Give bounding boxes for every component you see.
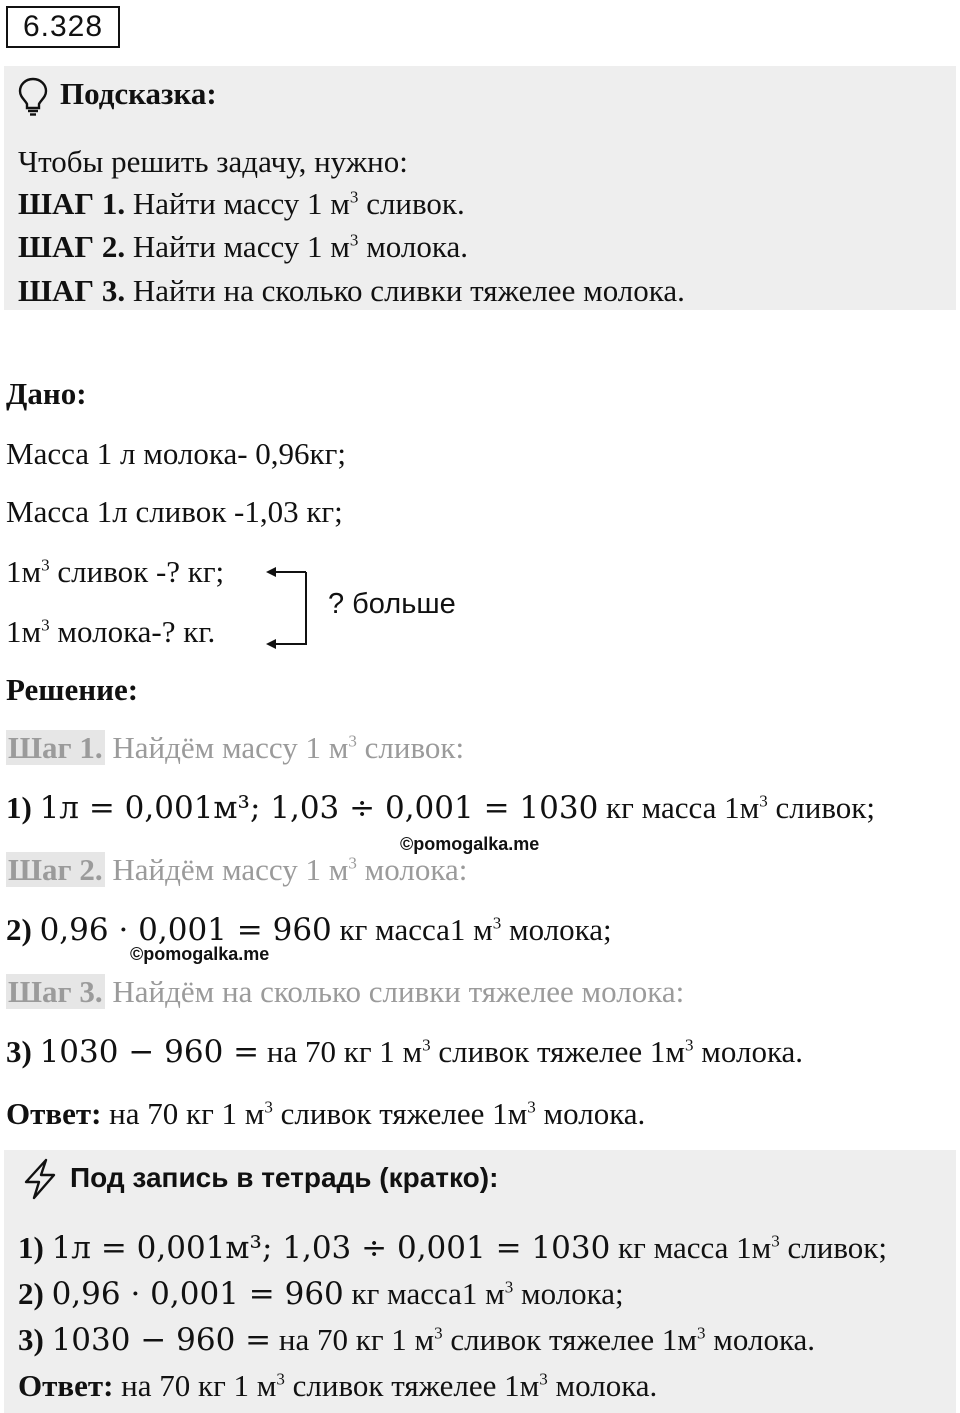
hint-step-1: ШАГ 1. Найти массу 1 $м^3$ сливок. xyxy=(18,186,465,221)
solution-line-1: 1) 1л = 0,001м³; 1,03 ÷ 0,001 = 1030 кг масса $1м^3$ сливок; xyxy=(6,790,875,826)
note-answer: Ответ: на 70 кг 1 $м^3$ сливок тяжелее $1м^3$ молока. xyxy=(18,1368,658,1403)
given-line-1: Масса 1 л молока- 0,96кг; xyxy=(6,436,346,471)
compare-label: ? больше xyxy=(328,588,456,620)
solution-line-2: 2) 0,96 · 0,001 = 960 кг масса1 $м^3$ молока; xyxy=(6,912,612,948)
solution-step-2: Шаг 2. Найдём массу 1 $м^3$ молока: xyxy=(8,852,468,887)
solution-line-3: 3) 1030 − 960 = на 70 кг 1 $м^3$ сливок тяжелее $1м^3$ молока. xyxy=(6,1034,804,1070)
given-question-2: $1м^3$ молока-? кг. xyxy=(6,614,216,649)
note-line-1: 1) 1л = 0,001м³; 1,03 ÷ 0,001 = 1030 кг масса $1м^3$ сливок; xyxy=(18,1230,887,1266)
task-number: 6.328 xyxy=(6,6,120,48)
note-line-3: 3) 1030 − 960 = на 70 кг 1 $м^3$ сливок тяжелее $1м^3$ молока. xyxy=(18,1322,816,1358)
solution-step-1: Шаг 1. Найдём массу 1 $м^3$ сливок: xyxy=(8,730,465,765)
given-title: Дано: xyxy=(6,376,87,411)
given-question-1: $1м^3$ сливок -? кг; xyxy=(6,554,225,589)
watermark-2: ©pomogalka.me xyxy=(130,944,270,964)
note-line-2: 2) 0,96 · 0,001 = 960 кг масса1 $м^3$ молока; xyxy=(18,1276,624,1312)
solution-step-3: Шаг 3. Найдём на сколько сливки тяжелее молока: xyxy=(8,974,685,1009)
solution-title: Решение: xyxy=(6,672,139,707)
hint-step-2: ШАГ 2. Найти массу 1 $м^3$ молока. xyxy=(18,229,468,264)
solution-answer: Ответ: на 70 кг 1 $м^3$ сливок тяжелее $1м^3$ молока. xyxy=(6,1096,646,1131)
lightbulb-icon xyxy=(16,76,50,116)
hint-step-3: ШАГ 3. Найти на сколько сливки тяжелее молока. xyxy=(18,273,685,308)
watermark-1: ©pomogalka.me xyxy=(400,834,540,854)
lightning-icon xyxy=(20,1158,60,1200)
given-line-2: Масса 1л сливок -1,03 кг; xyxy=(6,494,343,529)
hint-intro: Чтобы решить задачу, нужно: xyxy=(18,144,408,179)
hint-title: Подсказка: xyxy=(60,76,217,111)
note-title: Под запись в тетрадь (кратко): xyxy=(70,1162,499,1193)
compare-bracket-arrows xyxy=(260,560,312,652)
